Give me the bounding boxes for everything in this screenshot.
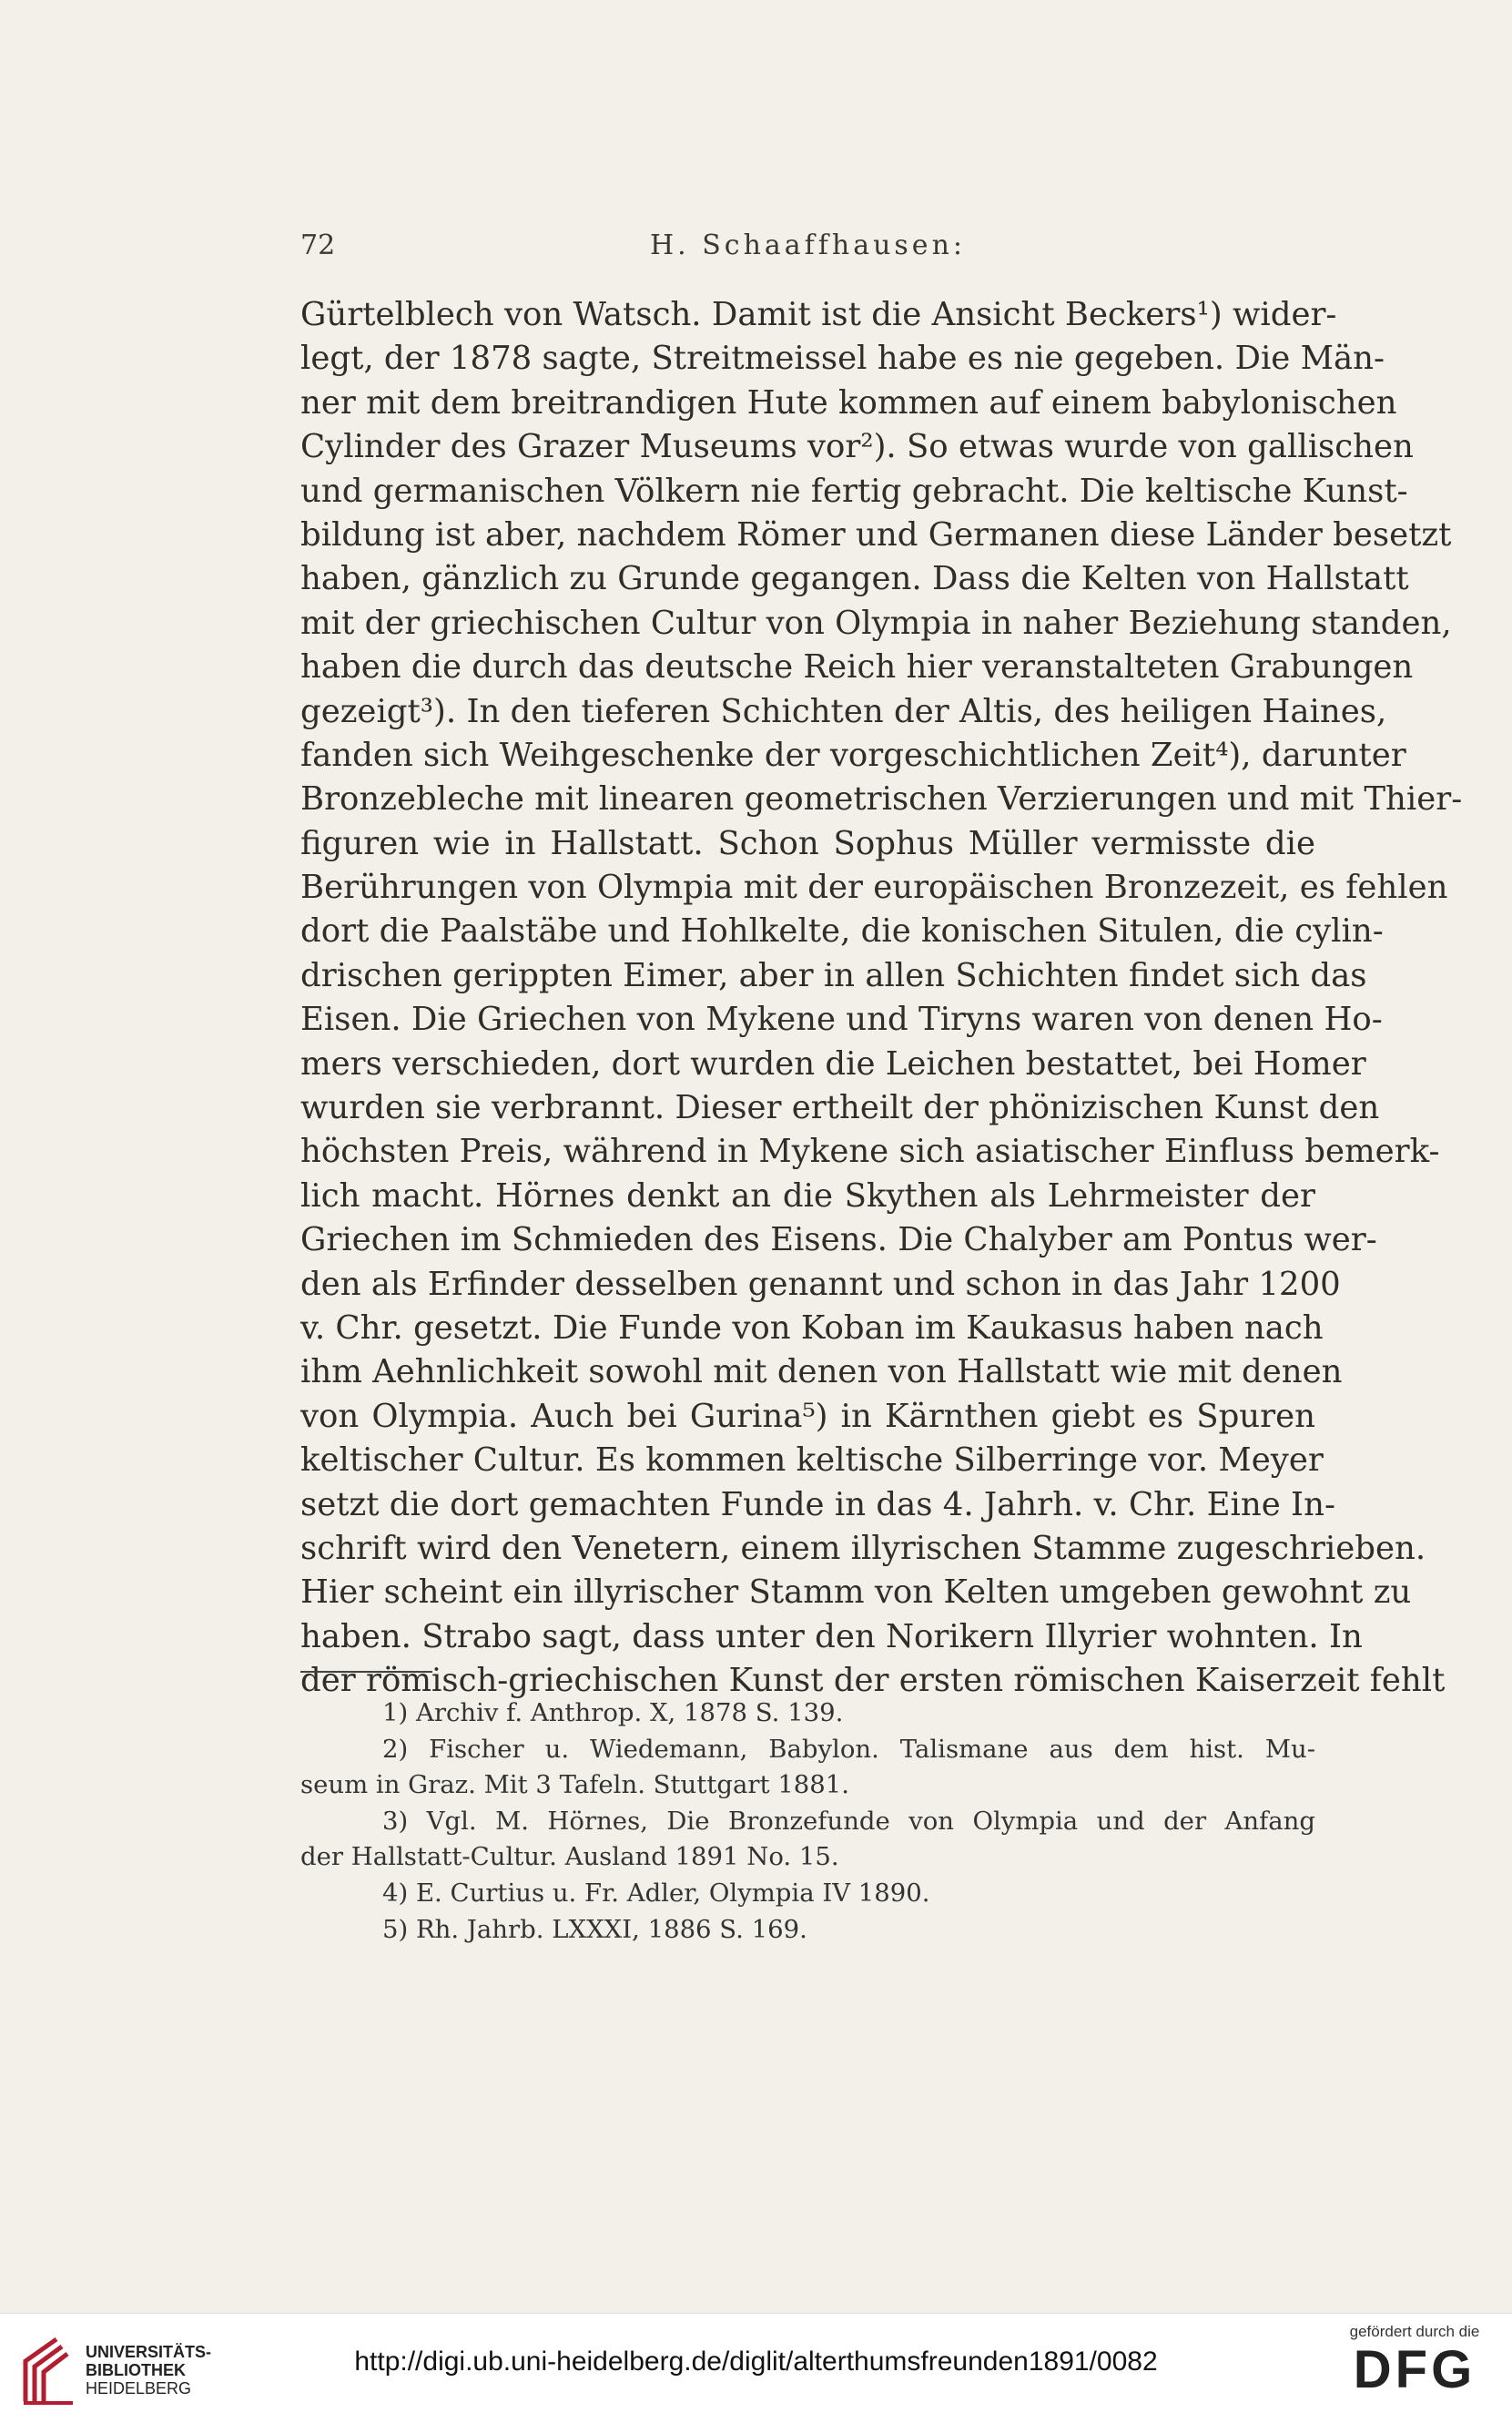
- footnote-continuation: der Hallstatt-Cultur. Ausland 1891 No. 15.: [300, 1842, 839, 1872]
- footnotes: [300, 1695, 1315, 1948]
- text-line: mers verschieden, dort wurden die Leichen bestattet, bei Homer: [300, 1044, 1366, 1083]
- text-line: wurden sie verbrannt. Dieser ertheilt der phönizischen Kunst den: [300, 1089, 1380, 1127]
- text-line: Berührungen von Olympia mit der europäischen Bronzezeit, es fehlen: [300, 869, 1448, 907]
- text-line: ner mit dem breitrandigen Hute kommen auf einem babylonischen: [300, 383, 1397, 422]
- text-line: haben. Strabo sagt, dass unter den Norikern Illyrier wohnten. In: [300, 1617, 1363, 1655]
- dfg-logo: DFG: [1353, 2340, 1476, 2399]
- text-line: Bronzebleche mit linearen geometrischen Verzierungen und mit Thier-: [300, 780, 1463, 819]
- body-text: [300, 293, 1463, 1704]
- footnote-separator: [300, 1671, 432, 1673]
- text-line: keltischer Cultur. Es kommen keltische Silberringe vor. Meyer: [300, 1441, 1324, 1480]
- library-line: UNIVERSITÄTS-: [86, 2343, 212, 2361]
- text-line: ihm Aehnlichkeit sowohl mit denen von Hallstatt wie mit denen: [300, 1353, 1343, 1391]
- text-line: schrift wird den Venetern, einem illyrischen Stamme zugeschrieben.: [300, 1529, 1426, 1567]
- text-line: Hier scheint ein illyrischer Stamm von Kelten umgeben gewohnt zu: [300, 1573, 1412, 1612]
- text-line: fanden sich Weihgeschenke der vorgeschichtlichen Zeit⁴), darunter: [300, 736, 1406, 774]
- text-line: Eisen. Die Griechen von Mykene und Tiryns waren von denen Ho-: [300, 1001, 1383, 1039]
- text-line: den als Erfinder desselben genannt und schon in das Jahr 1200: [300, 1265, 1341, 1303]
- text-line: setzt die dort gemachten Funde in das 4. Jahrh. v. Chr. Eine In-: [300, 1485, 1335, 1523]
- text-line: Griechen im Schmieden des Eisens. Die Chalyber am Pontus wer-: [300, 1221, 1377, 1259]
- page-header: [300, 229, 1315, 275]
- viewer-footer: [0, 2313, 1512, 2423]
- text-line: haben die durch das deutsche Reich hier veranstalteten Grabungen: [300, 648, 1414, 687]
- text-line: v. Chr. gesetzt. Die Funde von Koban im Kaukasus haben nach: [300, 1308, 1324, 1347]
- text-line: Gürtelblech von Watsch. Damit ist die Ansicht Beckers¹) wider-: [300, 296, 1337, 333]
- text-line: bildung ist aber, nachdem Römer und Germanen diese Länder besetzt: [300, 515, 1452, 554]
- text-line: der römisch-griechischen Kunst der ersten römischen Kaiserzeit fehlt: [300, 1662, 1446, 1700]
- footnote: 1) Archiv f. Anthrop. X, 1878 S. 139.: [382, 1698, 844, 1727]
- text-line: Cylinder des Grazer Museums vor²). So etwas wurde von gallischen: [300, 428, 1414, 466]
- text-line: von Olympia. Auch bei Gurina⁵) in Kärnthen giebt es Spuren: [300, 1397, 1315, 1435]
- text-line: und germanischen Völkern nie fertig gebracht. Die keltische Kunst-: [300, 472, 1408, 510]
- running-title: H. Schaaffhausen:: [650, 229, 966, 261]
- text-line: höchsten Preis, während in Mykene sich asiatischer Einfluss bemerk-: [300, 1133, 1440, 1171]
- library-line: HEIDELBERG: [86, 2379, 192, 2398]
- permalink-url[interactable]: http://digi.ub.uni-heidelberg.de/diglit/alterthumsfreunden1891/0082: [354, 2347, 1158, 2377]
- text-line: mit der griechischen Cultur von Olympia in naher Beziehung standen,: [300, 604, 1452, 642]
- page-number: 72: [300, 229, 336, 261]
- footnote: 3) Vgl. M. Hörnes, Die Bronzefunde von Olympia und der Anfang: [382, 1806, 1315, 1836]
- library-line: BIBLIOTHEK: [86, 2361, 186, 2379]
- text-line: gezeigt³). In den tieferen Schichten der Altis, des heiligen Haines,: [300, 692, 1387, 730]
- footnote-continuation: seum in Graz. Mit 3 Tafeln. Stuttgart 1881.: [300, 1770, 850, 1800]
- funding-logo[interactable]: [1337, 2323, 1492, 2399]
- text-line: drischen gerippten Eimer, aber in allen Schichten findet sich das: [300, 956, 1367, 994]
- text-line: dort die Paalstäbe und Hohlkelte, die konischen Situlen, die cylin-: [300, 912, 1384, 951]
- text-line: haben, gänzlich zu Grunde gegangen. Dass die Kelten von Hallstatt: [300, 560, 1409, 598]
- text-line: figuren wie in Hallstatt. Schon Sophus Müller vermisste die: [300, 824, 1315, 862]
- text-line: lich macht. Hörnes denkt an die Skythen als Lehrmeister der: [300, 1176, 1315, 1215]
- text-line: legt, der 1878 sagte, Streitmeissel habe es nie gegeben. Die Män-: [300, 340, 1385, 378]
- funding-label: gefördert durch die: [1349, 2323, 1480, 2340]
- footnote: 2) Fischer u. Wiedemann, Babylon. Talismane aus dem hist. Mu-: [382, 1734, 1315, 1764]
- footnote: 5) Rh. Jahrb. LXXXI, 1886 S. 169.: [382, 1914, 807, 1944]
- footnote: 4) E. Curtius u. Fr. Adler, Olympia IV 1890.: [382, 1878, 930, 1908]
